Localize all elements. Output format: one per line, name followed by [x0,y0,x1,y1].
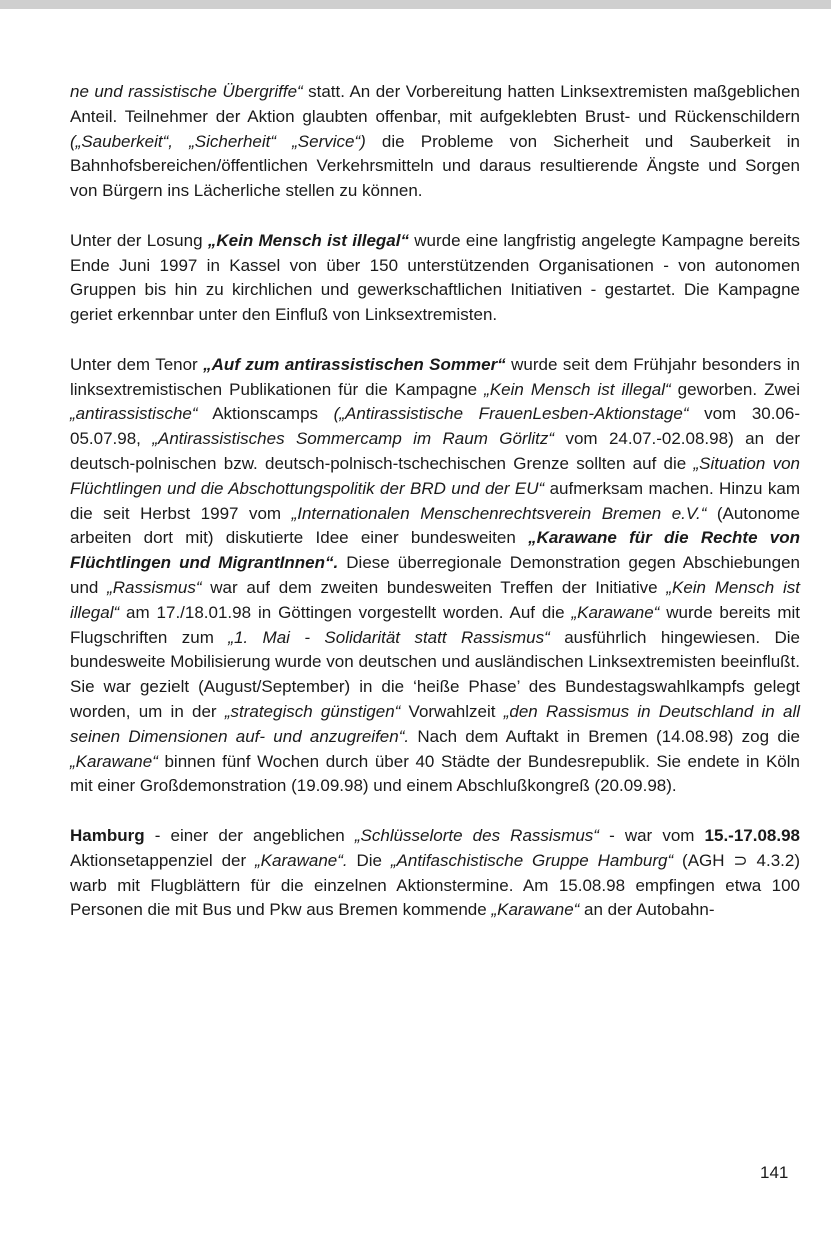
text-run: wurde eine langfristig angelegte Kampagne bereits Ende Juni 1997 in Kassel von über 150 unterstützenden Organisationen - von autonomen Gruppen bis hin zu kirchlichen und gewerkschaftlichen Initiativen - gestartet. Die Kampagne geriet erkennbar unter den Einfluß von Linksextremisten. [70,230,800,325]
italic-text: „Antirassistisches Sommercamp im Raum Görlitz“ [152,429,555,449]
italic-text: „Internationalen Menschenrechtsverein Bremen e.V.“ [291,503,707,523]
bold-italic-text: „Auf zum antirassistischen Sommer“ [203,354,506,374]
text-run: aufmerksam machen. Hinzu kam die seit Herbst 1997 vom [70,478,800,523]
text-run: war auf dem zweiten bundesweiten Treffen der Initiative [201,577,667,597]
text-run: Aktionsetappenziel der [70,850,256,870]
document-page [70,80,800,923]
bold-italic-text: „Karawane für die Rechte von Flüchtlingen und MigrantInnen“. [70,528,800,573]
text-run: vom 30.06-05.07.98, [70,404,801,449]
text-run: am 17./18.01.98 in Göttingen vorgestellt worden. Auf die [119,602,572,622]
text-run: Unter der Losung [70,230,208,250]
italic-text: „1. Mai - Solidarität statt Rassismus“ [228,627,550,647]
text-run: binnen fünf Wochen durch über 40 Städte der Bundesrepublik. Sie endete in Köln mit einer Großdemonstration (19.09.98) und einem Abschlußkongreß (20.09.98). [70,751,800,796]
text-run: Die [347,850,391,870]
text-run: geworben. Zwei [670,379,801,399]
text-run: Unter dem Tenor [70,354,204,374]
italic-text: „Rassismus“ [107,577,202,597]
italic-text: „Kein Mensch ist illegal“ [70,577,800,622]
italic-text: „Karawane“ [491,900,580,920]
paragraph [70,824,800,923]
paragraph [70,80,800,204]
text-run: wurde seit dem Frühjahr besonders in linksextremistischen Publikationen für die Kampagne [70,354,801,399]
page-number: 141 [760,1163,789,1182]
italic-text: „Karawane“ [70,751,158,771]
italic-text: „Situation von Flüchtlingen und die Abschottungspolitik der BRD und der EU“ [70,453,801,498]
italic-text: ne und rassistische Übergriffe“ [70,82,303,101]
text-run: Nach dem Auftakt in Bremen (14.08.98) zog die [409,726,800,746]
text-run: wurde bereits mit Flugschriften zum [70,602,800,647]
italic-text: „Schlüsselorte des Rassismus“ [354,825,599,845]
bold-text: Hamburg [70,825,145,845]
italic-text: „Antifaschistische Gruppe Hamburg“ [390,850,674,870]
text-run: Aktionscamps [197,404,334,424]
text-run: vom 24.07.-02.08.98) an der deutsch-polnischen bzw. deutsch-polnisch-tschechischen Grenze sollten auf die [70,429,801,473]
italic-text: „strategisch günstigen“ [224,701,401,721]
text-run: - war vom [598,825,705,845]
italic-text: („Sauberkeit“, „Sicherheit“ „Service“) [70,131,366,151]
text-run: (Autonome arbeiten dort mit) diskutierte Idee einer bundesweiten [70,503,801,548]
bold-text: 15.-17.08.98 [704,825,801,845]
paragraph [70,353,800,799]
italic-text: „Karawane“ [571,602,660,622]
text-run: ausführlich hingewiesen. Die bundesweite Mobilisierung wurde von deutschen und ausländischen Linksextremisten beeinflußt. Sie war gezielt (August/September) in die ‘heiße Phase’ des Bundestagswahlkampfs gelegt worden, um in der [70,627,800,721]
italic-text: „Kein Mensch ist illegal“ [484,379,671,399]
text-run: an der Autobahn- [579,900,715,920]
paragraph [70,229,800,328]
bold-italic-text: „Kein Mensch ist illegal“ [207,230,409,250]
text-run: statt. An der Vorbereitung hatten Linksextremisten maßgeblichen Anteil. Teilnehmer der Aktion glaubten offenbar, mit aufgeklebten Brust- und Rückenschildern [70,82,800,126]
italic-text: „den Rassismus in Deutschland in all seinen Dimensionen auf- und anzugreifen“. [70,701,800,746]
text-run: (AGH ⊃ 4.3.2) warb mit Flugblättern für die einzelnen Aktionstermine. Am 15.08.98 empfingen etwa 100 Personen die mit Bus und Pkw aus Bremen kommende [70,850,800,920]
text-run: Vorwahlzeit [400,701,504,721]
text-run: Diese überregionale Demonstration gegen Abschiebungen und [70,553,800,597]
text-run: die Probleme von Sicherheit und Sauberkeit in Bahnhofsbereichen/öffentlichen Verkehrsmitteln und daraus resultierende Ängste und Sorgen von Bürgern ins Lächerliche stellen zu können. [70,131,800,201]
text-run: - einer der angeblichen [144,825,355,845]
italic-text: („Antirassistische FrauenLesben-Aktionstage“ [333,404,689,424]
italic-text: „Karawane“. [255,850,348,870]
italic-text: „antirassistische“ [70,404,198,424]
top-scan-band [0,0,831,9]
